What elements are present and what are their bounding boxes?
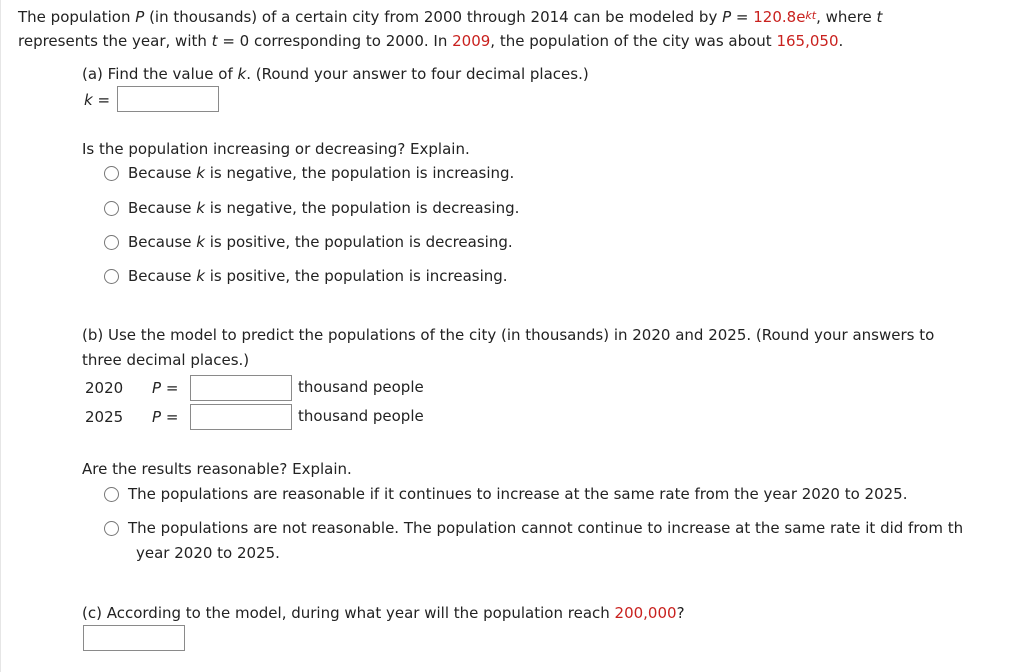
highlight-population: 165,050 [776,32,839,50]
equals-sign: = [165,408,179,426]
part-c-question [82,604,685,622]
option-text: is negative, the population is increasing. [204,164,515,182]
model-expression [753,8,816,26]
p-2020-input[interactable] [190,375,292,401]
option-text: is positive, the population is decreasing. [204,233,513,251]
highlight-year: 2009 [452,32,491,50]
variable-t: t [211,32,218,50]
intro-text: (in thousands) of a certain city from 2000 through 2014 can be modeled by [144,8,723,26]
variable-P: P [152,408,162,426]
intro-text: , where [816,8,877,26]
option-text: Because [128,233,197,251]
variable-P: P [722,8,732,26]
part-a-text: . (Round your answer to four decimal places.) [246,65,589,83]
equals-sign: = [165,379,179,397]
left-border [0,0,1,672]
option-text: Because [128,267,197,285]
part-b-question-line-1: (b) Use the model to predict the populations of the city (in thousands) in 2020 and 2025. (Round your answers to [82,326,935,344]
model-coefficient: 120.8e [753,8,806,26]
variable-t: t [876,8,883,26]
variable-P: P [152,379,162,397]
row-2020-year: 2020 [85,379,124,397]
row-2025-P-label [152,408,178,426]
variable-k: k [196,199,205,217]
option-text: is positive, the population is increasing. [204,267,508,285]
variable-k: k [196,267,205,285]
intro-text: . [838,32,844,50]
radio-reasonable-1[interactable] [104,487,119,502]
radio-option-2[interactable] [104,201,119,216]
row-2020-P-label [152,379,178,397]
row-2025-unit: thousand people [298,407,424,425]
part-a-question [82,65,589,83]
part-b-question-line-2: three decimal places.) [82,351,250,369]
intro-text: = 0 corresponding to 2000. In [217,32,453,50]
row-2020-unit: thousand people [298,378,424,396]
intro-text: , the population of the city was about [490,32,777,50]
radio-reasonable-2[interactable] [104,521,119,536]
equals-sign: = [731,8,754,26]
variable-k: k [196,233,205,251]
option-text: is negative, the population is decreasing. [204,199,520,217]
option-1-label [128,164,514,182]
radio-option-3[interactable] [104,235,119,250]
row-2025-year: 2025 [85,408,124,426]
model-exponent: kt [805,9,817,22]
equals-sign: = [97,91,111,109]
radio-option-1[interactable] [104,166,119,181]
option-text: Because [128,199,197,217]
option-4-label [128,267,508,285]
option-text: Because [128,164,197,182]
part-c-text: (c) According to the model, during what year will the population reach [82,604,615,622]
reasonable-question-prompt: Are the results reasonable? Explain. [82,460,352,478]
part-a-text: (a) Find the value of [82,65,238,83]
reasonable-option-2-label-line-2: year 2020 to 2025. [136,544,280,562]
intro-line-2 [18,32,843,50]
increase-question-prompt: Is the population increasing or decreasing? Explain. [82,140,470,158]
highlight-target-population: 200,000 [614,604,677,622]
variable-k: k [84,91,93,109]
reasonable-option-2-label-line-1: The populations are not reasonable. The population cannot continue to increase at the same rate it did from th [128,519,964,537]
part-c-text: ? [676,604,685,622]
reasonable-option-1-label: The populations are reasonable if it continues to increase at the same rate from the year 2020 to 2025. [128,485,908,503]
intro-line-1 [18,8,882,26]
k-label [84,91,110,109]
option-3-label [128,233,513,251]
year-input[interactable] [83,625,185,651]
option-2-label [128,199,519,217]
variable-P: P [135,8,145,26]
k-input[interactable] [117,86,219,112]
intro-text: represents the year, with [18,32,212,50]
intro-text: The population [18,8,136,26]
variable-k: k [237,65,247,83]
p-2025-input[interactable] [190,404,292,430]
variable-k: k [196,164,205,182]
radio-option-4[interactable] [104,269,119,284]
